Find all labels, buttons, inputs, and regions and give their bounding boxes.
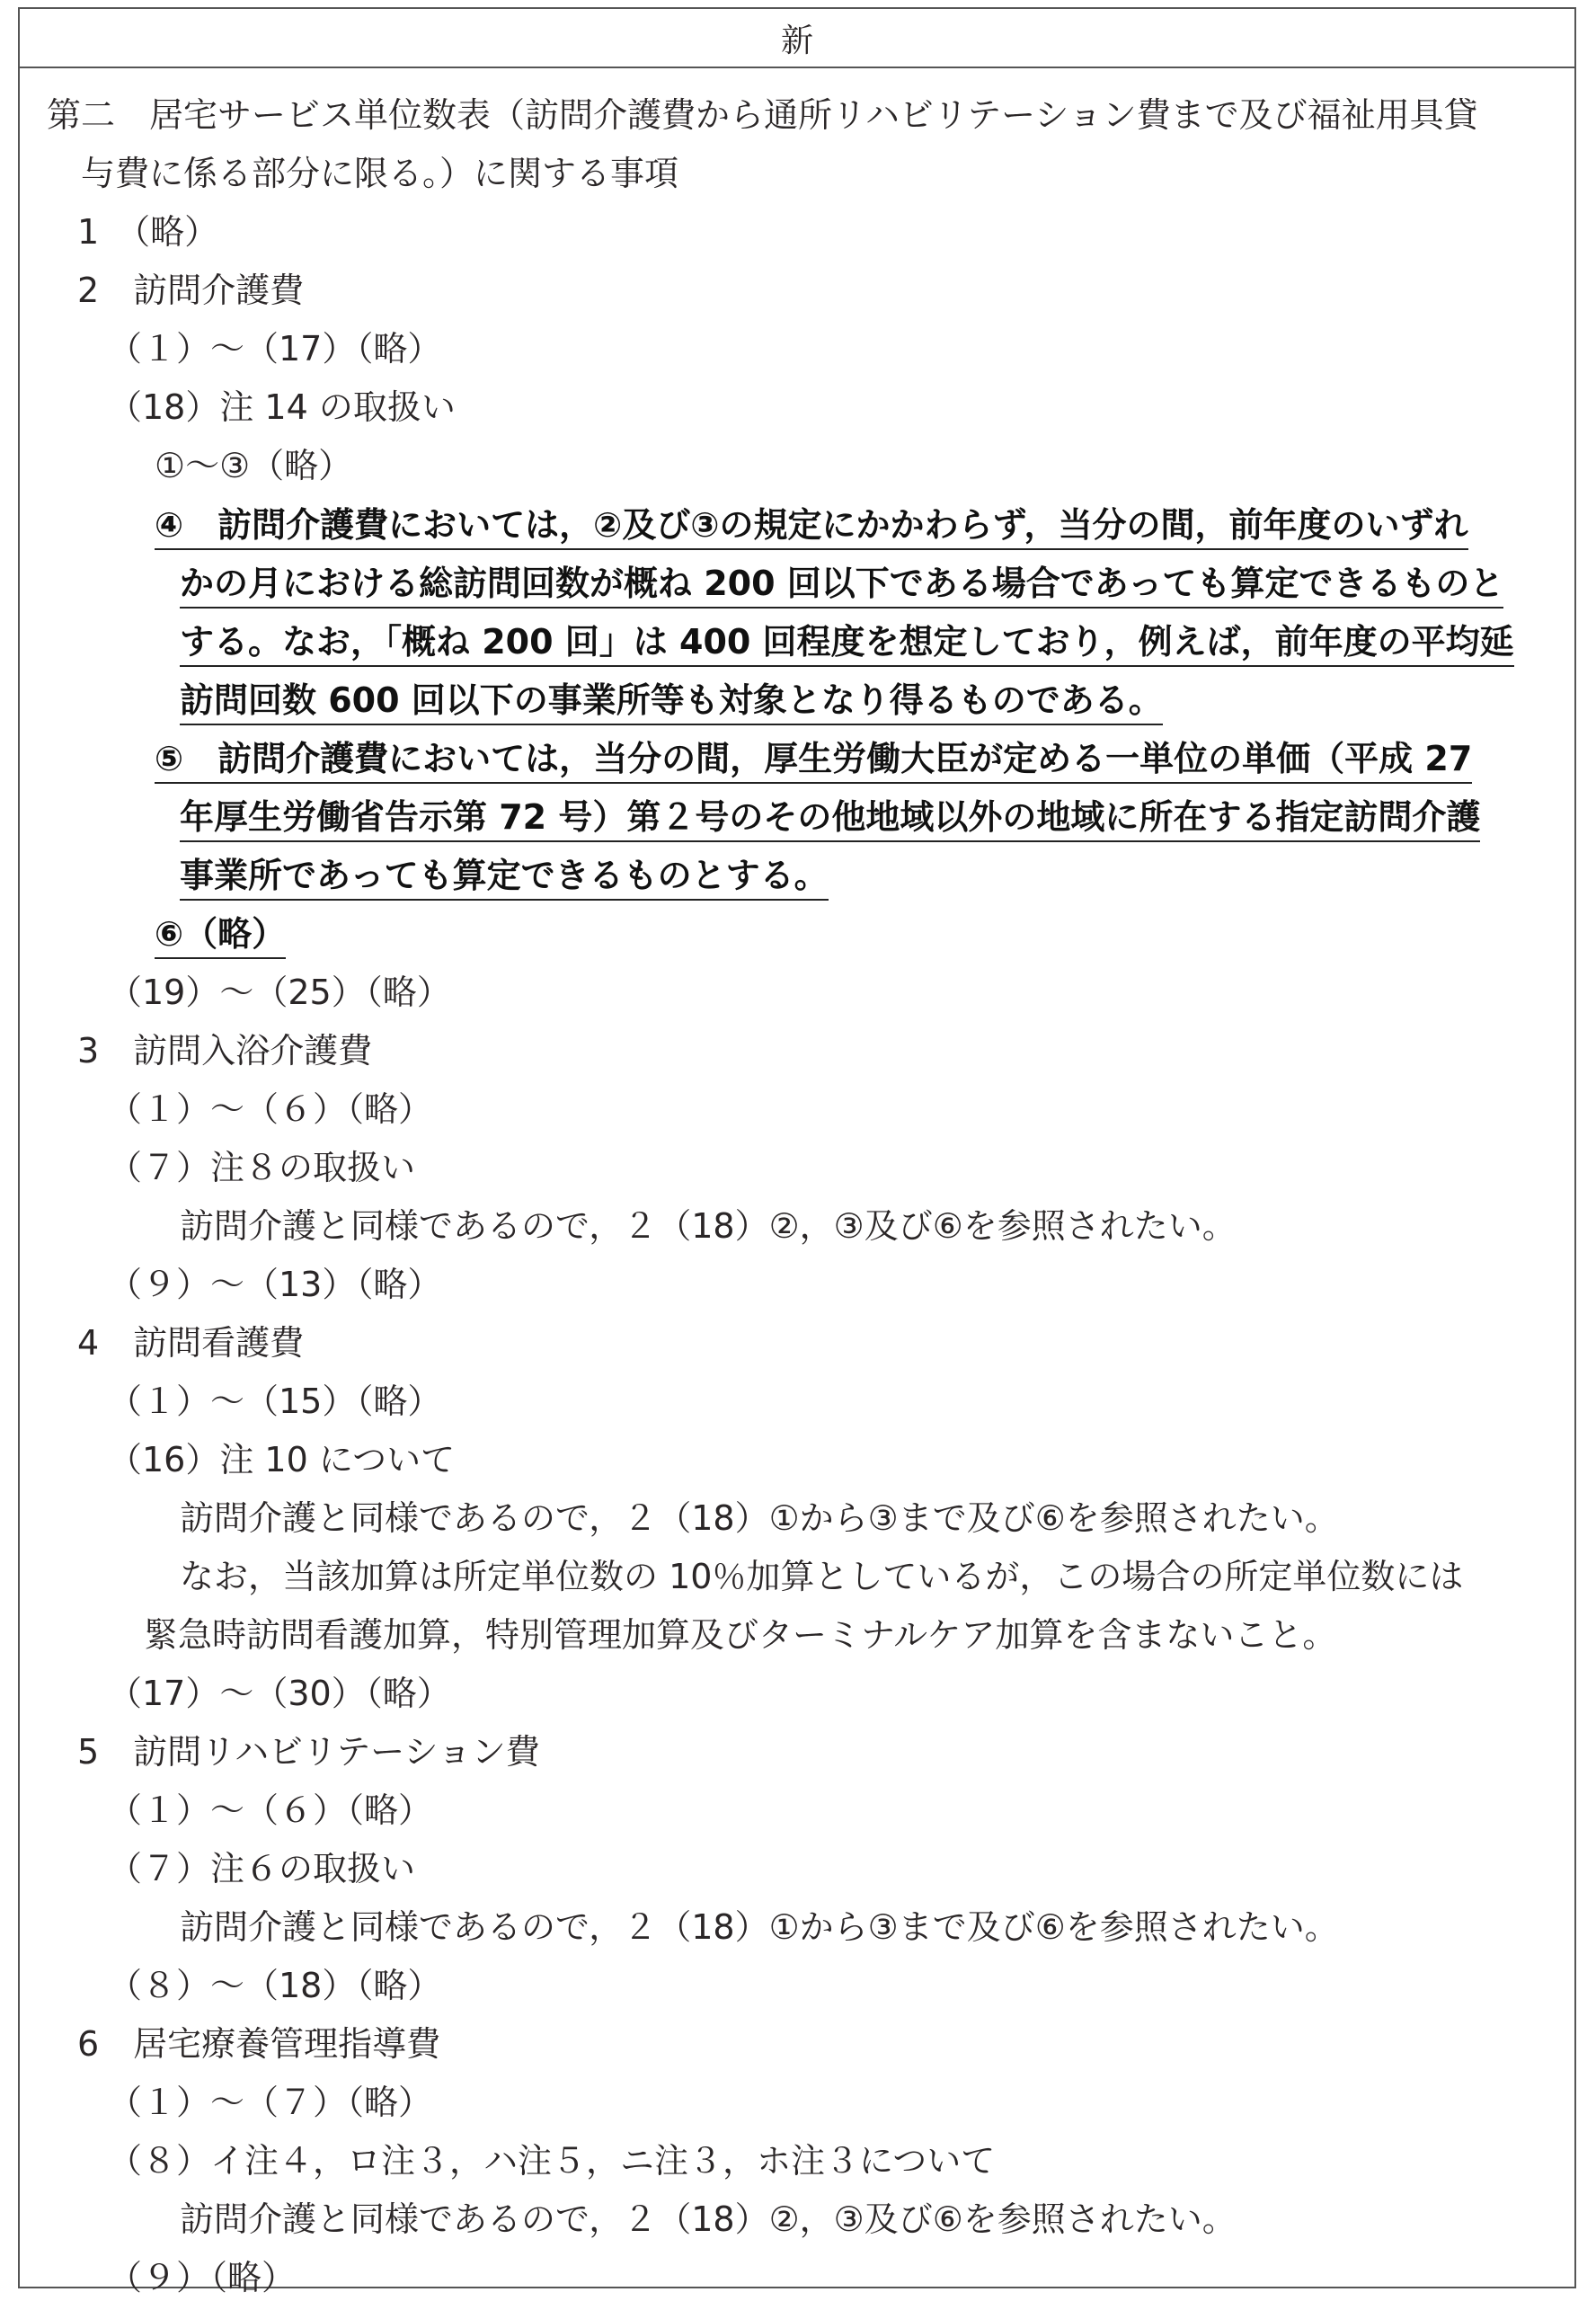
item-2-19-25: （19）～（25）（略） bbox=[108, 973, 451, 1012]
item-3-7: （７）注８の取扱い bbox=[108, 1148, 416, 1187]
item-3-1-6: （１）～（６）（略） bbox=[108, 1089, 433, 1129]
item-1: 1 （略） bbox=[77, 212, 219, 252]
item-4-17-30: （17）～（30）（略） bbox=[108, 1674, 451, 1713]
item-4-16-text: 訪問介護と同様であるので，２（18）①から③まで及び⑥を参照されたい。 bbox=[180, 1498, 1339, 1538]
item-6-8: （８）イ注４，ロ注３，ハ注５，ニ注３，ホ注３について bbox=[108, 2141, 996, 2181]
item-6-9: （９）（略） bbox=[108, 2258, 297, 2297]
item-3-title: 3 訪問入浴介護費 bbox=[77, 1031, 373, 1071]
document-body bbox=[20, 67, 1574, 2297]
item-4-16-note2: 緊急時訪問看護加算，特別管理加算及びターミナルケア加算を含まないこと。 bbox=[144, 1615, 1337, 1655]
column-header: 新 bbox=[20, 9, 1574, 68]
item-2-18-4-line4: 訪問回数 600 回以下の事業所等も対象となり得るものである。 bbox=[180, 677, 1163, 724]
item-4-16-note1: なお，当該加算は所定単位数の 10％加算としているが，この場合の所定単位数には bbox=[180, 1557, 1464, 1596]
item-2-18-5-line1: ⑤ 訪問介護費においては，当分の間，厚生労働大臣が定める一単位の単価（平成 27 bbox=[155, 735, 1472, 782]
item-2-18-6: ⑥（略） bbox=[155, 911, 286, 957]
item-2-18-5-line2: 年厚生労働省告示第 72 号）第２号のその他地域以外の地域に所在する指定訪問介護 bbox=[180, 794, 1480, 840]
section-heading: 第二 居宅サービス単位数表（訪問介護費から通所リハビリテーション費まで及び福祉用具貸 bbox=[47, 95, 1478, 135]
item-6-title: 6 居宅療養管理指導費 bbox=[77, 2024, 441, 2064]
item-3-9-13: （９）～（13）（略） bbox=[108, 1265, 442, 1304]
item-4-title: 4 訪問看護費 bbox=[77, 1323, 305, 1363]
item-2-18-1-3: ①～③（略） bbox=[155, 446, 353, 485]
item-4-1-15: （１）～（15）（略） bbox=[108, 1381, 442, 1421]
item-2-title: 2 訪問介護費 bbox=[77, 271, 305, 310]
document-frame bbox=[18, 7, 1576, 2297]
item-2-18: （18）注 14 の取扱い bbox=[108, 387, 456, 427]
item-3-7-text: 訪問介護と同様であるので，２（18）②，③及び⑥を参照されたい。 bbox=[180, 1206, 1237, 1246]
item-2-18-4-line3: する。なお，「概ね 200 回」は 400 回程度を想定しており，例えば，前年度の平均延 bbox=[180, 618, 1514, 665]
item-5-7-text: 訪問介護と同様であるので，２（18）①から③まで及び⑥を参照されたい。 bbox=[180, 1907, 1339, 1947]
item-4-16: （16）注 10 について bbox=[108, 1440, 456, 1479]
item-6-1-7: （１）～（７）（略） bbox=[108, 2083, 433, 2122]
section-heading-cont: 与費に係る部分に限る。）に関する事項 bbox=[81, 154, 679, 193]
item-5-7: （７）注６の取扱い bbox=[108, 1849, 416, 1888]
item-2-18-4-line2: かの月における総訪問回数が概ね 200 回以下である場合であっても算定できるものと bbox=[180, 560, 1503, 607]
item-2-18-4-line1: ④ 訪問介護費においては，②及び③の規定にかかわらず，当分の間，前年度のいずれ bbox=[155, 502, 1468, 548]
item-2-1-17: （１）～（17）（略） bbox=[108, 329, 442, 369]
item-5-title: 5 訪問リハビリテーション費 bbox=[77, 1732, 540, 1772]
item-5-1-6: （１）～（６）（略） bbox=[108, 1790, 433, 1830]
item-6-8-text: 訪問介護と同様であるので，２（18）②，③及び⑥を参照されたい。 bbox=[180, 2199, 1237, 2239]
item-2-18-5-line3: 事業所であっても算定できるものとする。 bbox=[180, 852, 829, 899]
item-5-8-18: （８）～（18）（略） bbox=[108, 1966, 442, 2005]
